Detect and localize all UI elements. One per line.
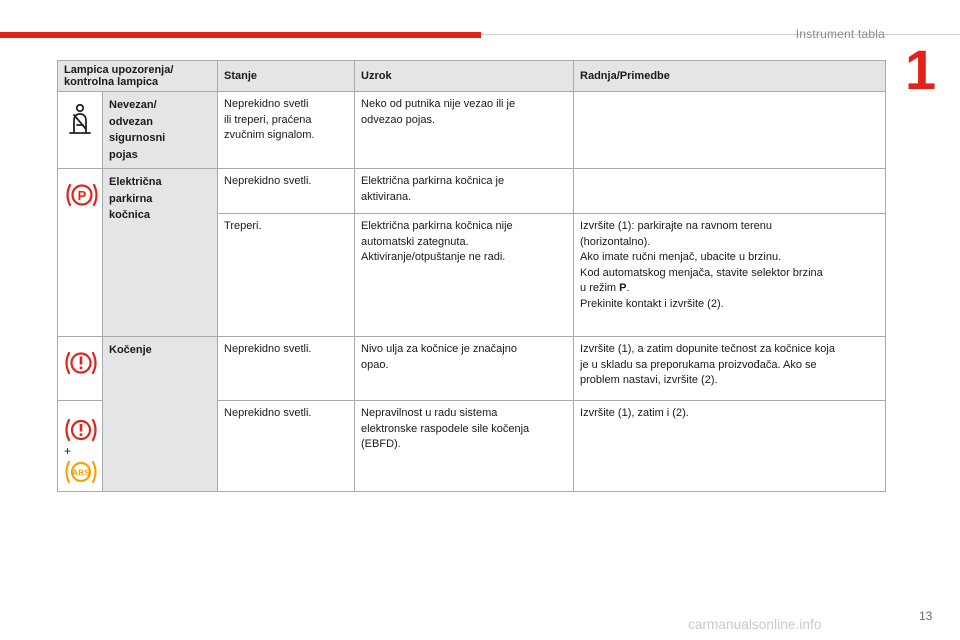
cause-cell: Nivo ulja za kočnice je značajno opao.: [355, 337, 574, 401]
cause-cell: Električna parkirna kočnica je aktivirana.: [355, 169, 574, 214]
table-row: [58, 337, 886, 401]
watermark: carmanualsonline.info: [688, 617, 822, 632]
gear-mode-p: P: [619, 282, 627, 294]
page-number: 13: [919, 609, 933, 623]
parking-brake-icon: [64, 180, 100, 210]
action-cell: Izvršite (1), a zatim dopunite tečnost za kočnice koja je u skladu sa preporukama proizvođača. Ako se problem nastavi, izvršite (2).: [574, 337, 886, 401]
section-title: Instrument tabla: [795, 27, 885, 41]
brake-warning-icon: [64, 416, 98, 444]
table-row: [58, 169, 886, 214]
action-cell: [574, 169, 886, 214]
state-cell: Neprekidno svetli ili treperi, praćena zvučnim signalom.: [218, 92, 355, 169]
action-cell: [574, 92, 886, 169]
abs-warning-icon: [64, 458, 98, 486]
header-lamp: Lampica upozorenja/ kontrolna lampica: [58, 61, 218, 92]
plus-sign: +: [64, 444, 72, 458]
icon-cell: [58, 92, 103, 169]
action-cell: [574, 214, 886, 337]
action-cell: Izvršite (1), zatim i (2).: [574, 401, 886, 492]
table-header-row: [58, 61, 886, 92]
lamp-name: Električna parkirna kočnica: [103, 169, 218, 337]
chapter-number: 1: [905, 38, 937, 101]
action-text: . Prekinite kontakt i izvršite (2).: [580, 282, 724, 310]
table-row: [58, 92, 886, 169]
header-state: Stanje: [218, 61, 355, 92]
warning-lamp-table: [57, 60, 886, 492]
state-cell: Treperi.: [218, 214, 355, 337]
cause-cell: Neko od putnika nije vezao ili je odvezao pojas.: [355, 92, 574, 169]
header-divider: [481, 34, 960, 35]
action-text: Izvršite (1): parkirajte na ravnom terenu (horizontalno). Ako imate ručni menjač, ubacite u brzinu. Kod automatskog menjača, stavite selektor brzina u režim: [580, 220, 823, 294]
state-cell: Neprekidno svetli.: [218, 169, 355, 214]
icon-cell: [58, 337, 103, 401]
icon-cell: [58, 169, 103, 337]
header-red-bar: [0, 32, 481, 38]
icon-cell: [58, 401, 103, 492]
brake-warning-icon: [64, 348, 98, 378]
header-cause: Uzrok: [355, 61, 574, 92]
abs-label: ABS: [72, 467, 90, 478]
header-action: Radnja/Primedbe: [574, 61, 886, 92]
lamp-name: Nevezan/ odvezan sigurnosni pojas: [103, 92, 218, 169]
state-cell: Neprekidno svetli.: [218, 401, 355, 492]
seatbelt-warning-icon: [66, 103, 94, 137]
svg-text:P: P: [77, 188, 87, 203]
lamp-name: Kočenje: [103, 337, 218, 492]
cause-cell: Nepravilnost u radu sistema elektronske raspodele sile kočenja (EBFD).: [355, 401, 574, 492]
cause-cell: Električna parkirna kočnica nije automatski zategnuta. Aktiviranje/otpuštanje ne radi.: [355, 214, 574, 337]
state-cell: Neprekidno svetli.: [218, 337, 355, 401]
